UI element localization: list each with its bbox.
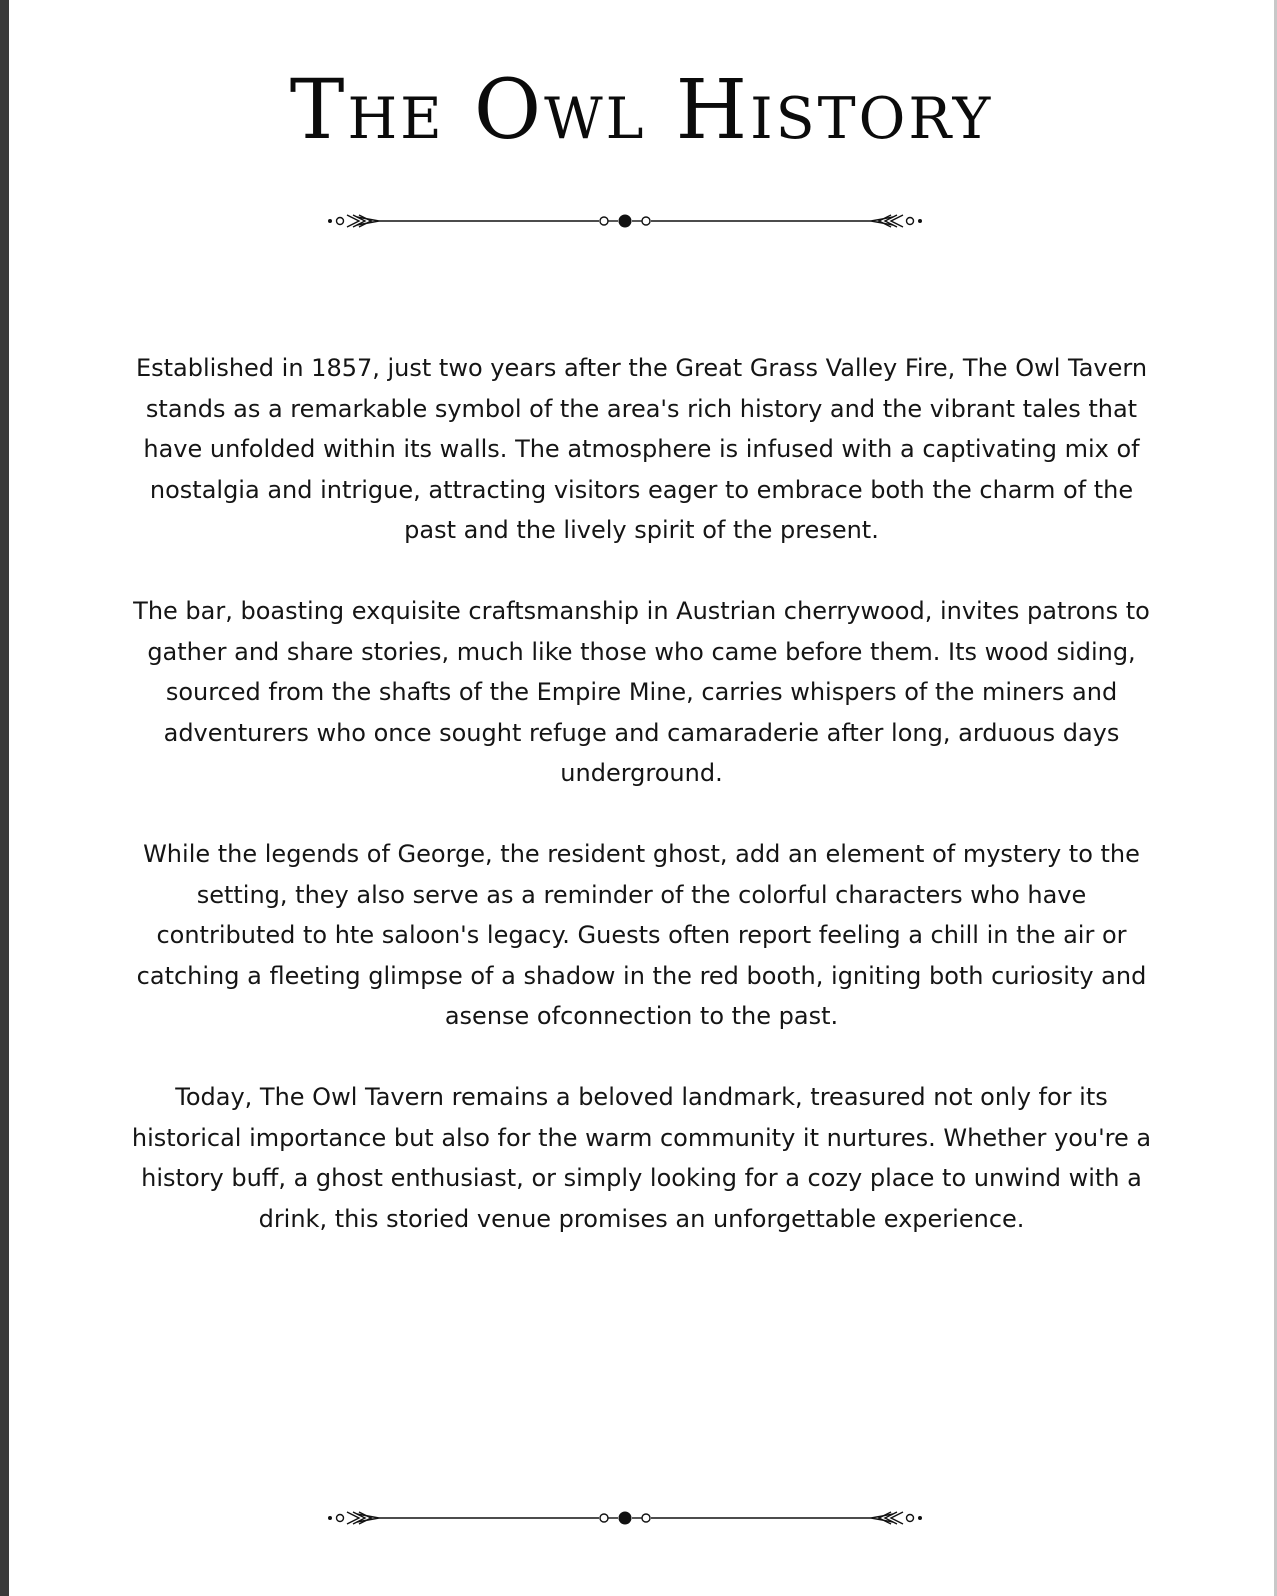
paragraph: While the legends of George, the resident ghost, add an element of mystery to the setting, they also serve as a reminder of the colorful characters who have contributed to hte saloon's legacy. Guests often report feeling a chill in the air or catching a fleeting glimpse of a shadow in the red booth, igniting both curiosity and asense ofconnection to the past. [136,840,1147,1030]
document-page [9,0,1274,1596]
paragraph: Today, The Owl Tavern remains a beloved landmark, treasured not only for its historical importance but also for the warm community it nurtures. Whether you're a history buff, a ghost enthusiast, or simply looking for a cozy place to unwind with a drink, this storied venue promises an unforgettable experience. [131,1083,1152,1233]
paragraph: The bar, boasting exquisite craftsmanship in Austrian cherrywood, invites patrons to gather and share stories, much like those who came before them. Its wood siding, sourced from the shafts of the Empire Mine, carries whispers of the miners and adventurers who once sought refuge and camaraderie after long, arduous days underground. [133,597,1150,787]
ornamental-divider-icon [327,209,923,233]
window-edge-left [0,0,9,1596]
page-title: The Owl History [289,63,994,158]
paragraph: Established in 1857, just two years after the Great Grass Valley Fire, The Owl Tavern stands as a remarkable symbol of the area's rich history and the vibrant tales that have unfolded within its walls. The atmosphere is infused with a captivating mix of nostalgia and intrigue, attracting visitors eager to embrace both the charm of the past and the lively spirit of the present. [135,354,1148,544]
ornamental-divider-icon [327,1506,923,1530]
body-text [129,348,1154,1280]
